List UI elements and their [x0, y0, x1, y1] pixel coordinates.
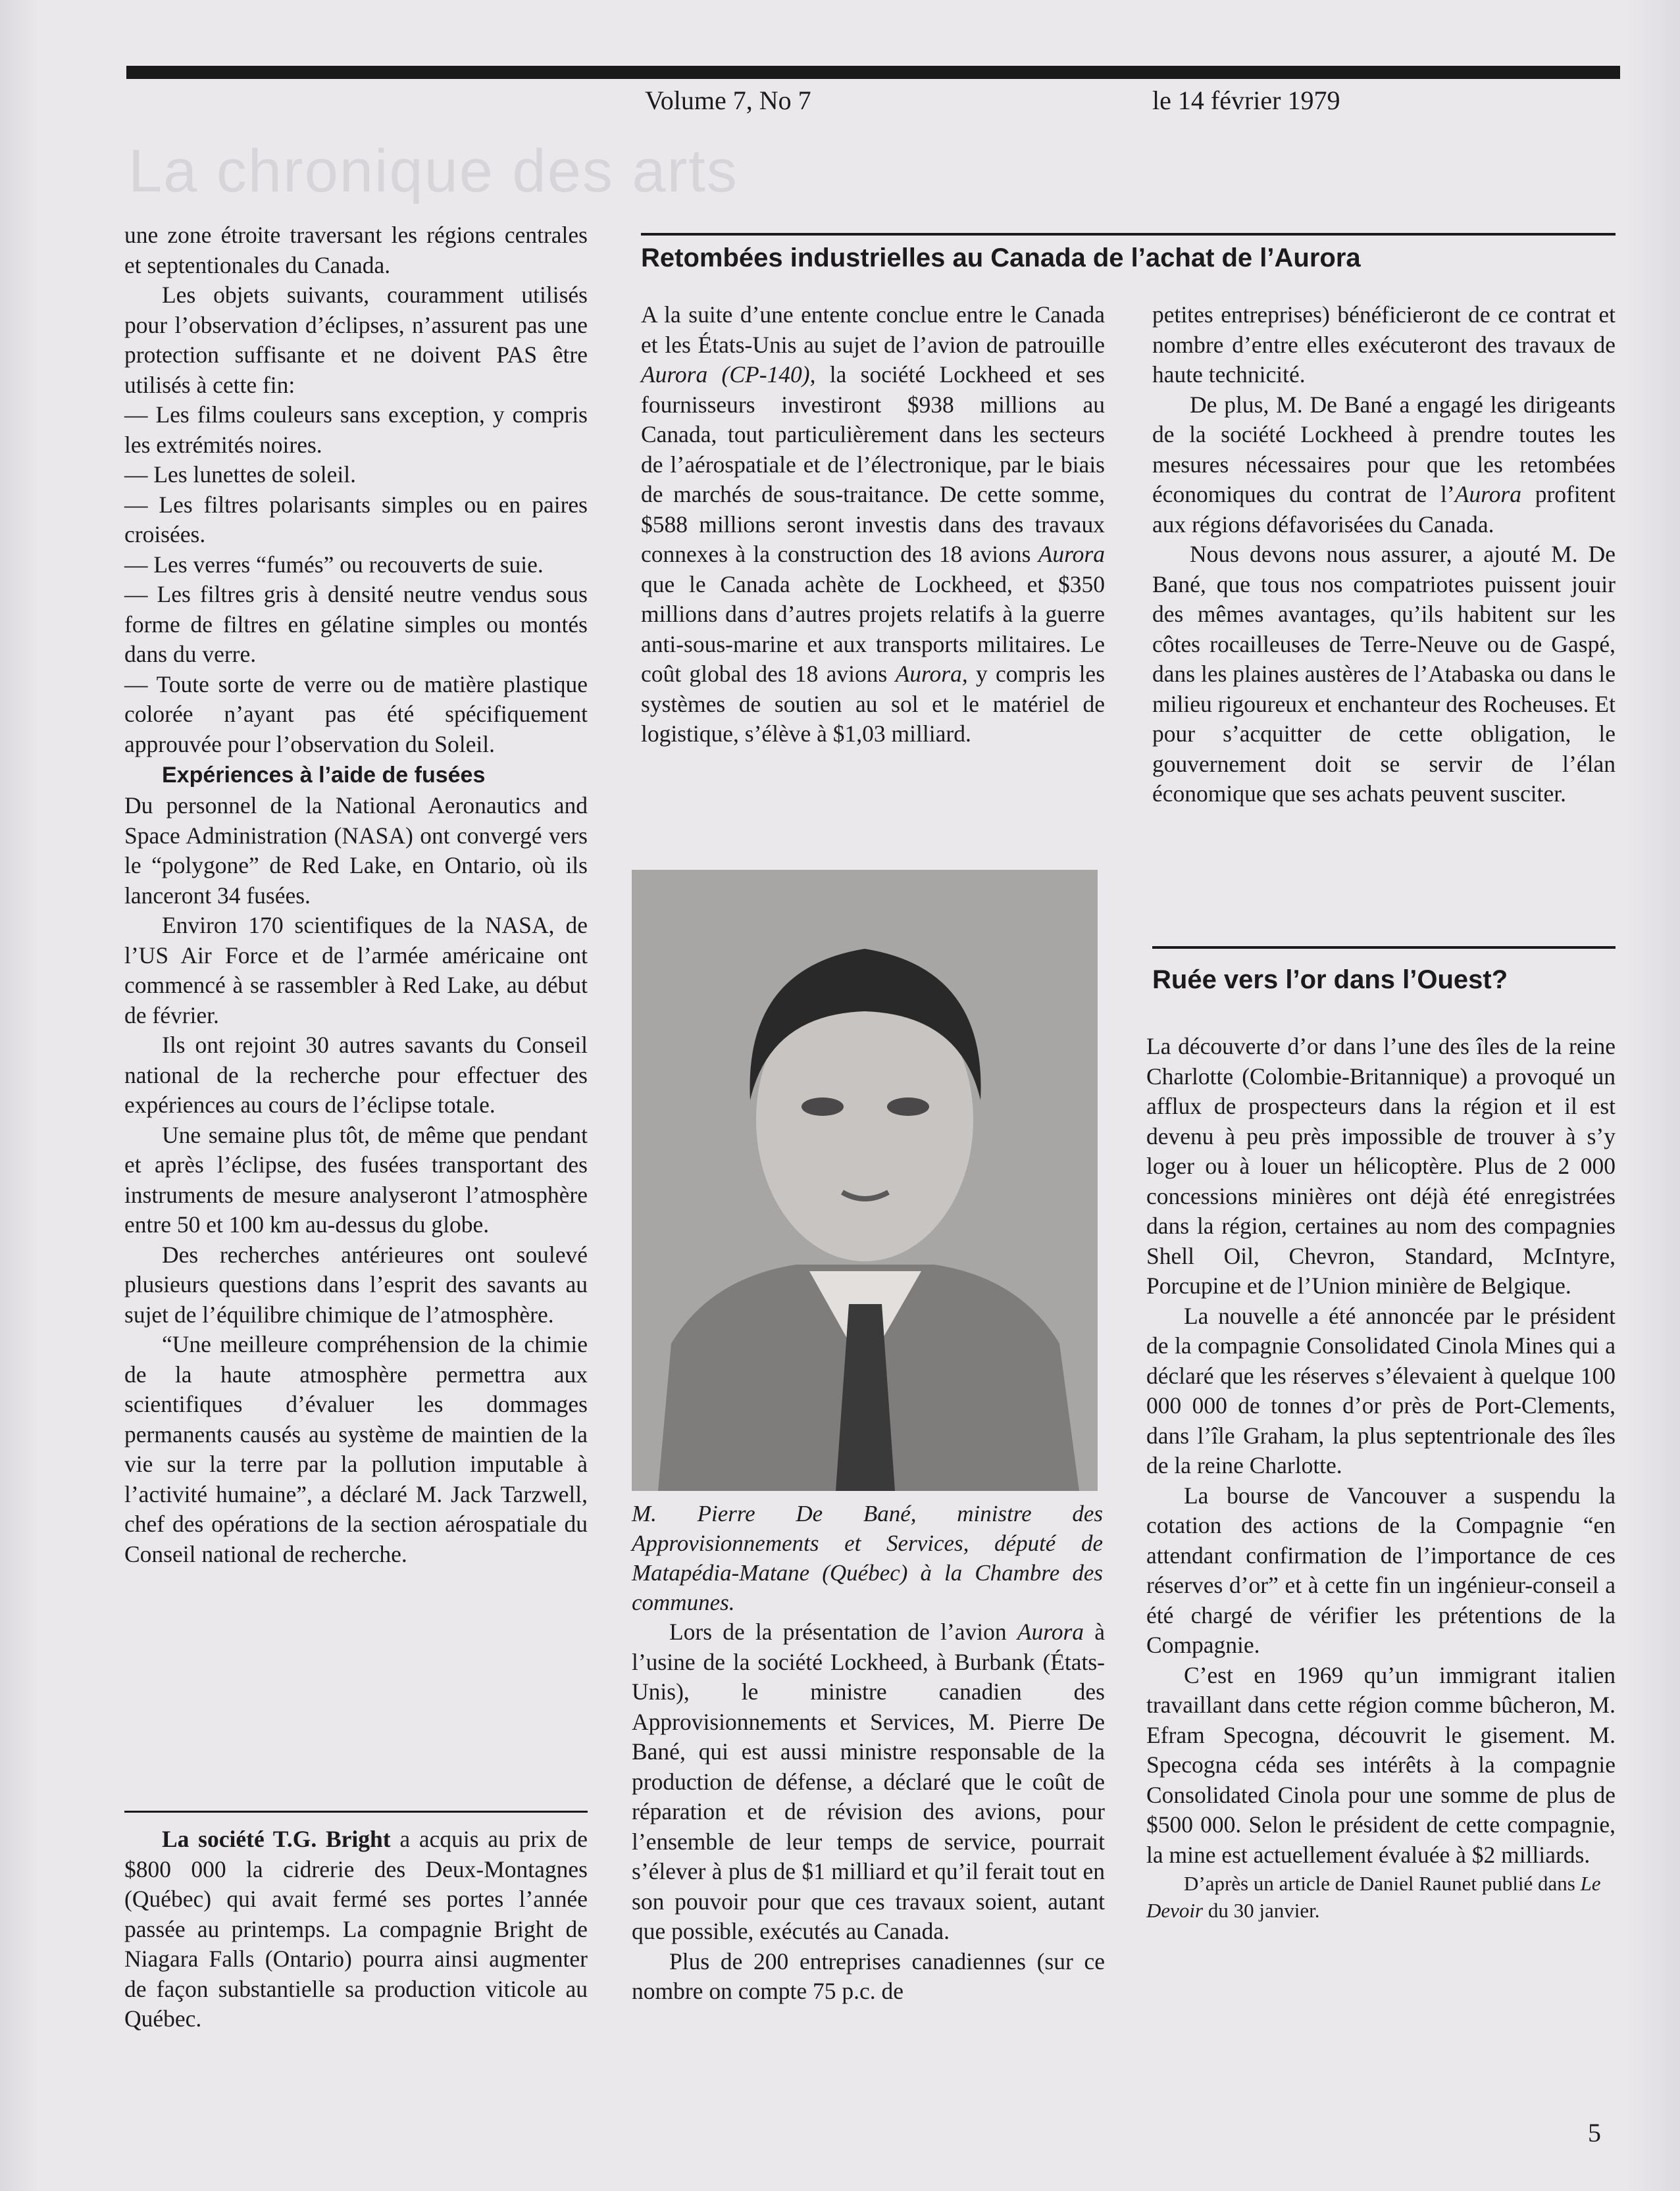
paragraph: Des recherches antérieures ont soulevé plusieurs questions dans l’esprit des savants au sujet de l’équilibre chimique de l’atmosphère. — [124, 1241, 588, 1328]
gold-rule — [1152, 946, 1616, 949]
paragraph: petites entreprises) bénéficieront de ce contrat et nombre d’entre elles exécuteront des travaux de haute technicité. — [1152, 301, 1616, 388]
paragraph: La bourse de Vancouver a suspendu la cotation des actions de la Compagnie “en attendant confirmation de l’importance de ces réserves d’or” et à cette fin un ingénieur-conseil a été chargé de vérifier les prétentions de la Compagnie. — [1146, 1482, 1616, 1658]
show-through-title: La chronique des arts — [128, 138, 738, 205]
issue-date: le 14 février 1979 — [1152, 86, 1340, 115]
bright-lead: La société T.G. Bright — [162, 1826, 391, 1852]
list-item: — Les films couleurs sans exception, y compris les extrémités noires. — [124, 401, 588, 458]
list-item: — Les verres “fumés” ou recouverts de suie. — [124, 551, 544, 578]
gold-headline: Ruée vers l’or dans l’Ouest? — [1152, 965, 1508, 994]
list-item: — Les filtres gris à densité neutre vendus sous forme de filtres en gélatine simples ou montés dans du verre. — [124, 581, 588, 667]
column-3 — [1152, 300, 1616, 809]
paragraph: Ils ont rejoint 30 autres savants du Conseil national de la recherche pour effectuer des expériences au cours de l’éclipse totale. — [124, 1032, 588, 1118]
paragraph: Nous devons nous assurer, a ajouté M. De Bané, que tous nos compatriotes puissent jouir des mêmes avantages, qu’ils habitent sur les côtes rocailleuses de Terre-Neuve ou de Gaspé, dans les plaines austères de l’Atabaska ou dans le milieu rigoureux et enchanteur des Rocheuses. Et pour s’acquitter de cette obligation, le gouvernement doit se servir de l’élan économique que ses achats peuvent susciter. — [1152, 541, 1616, 807]
paragraph: Une semaine plus tôt, de même que pendant et après l’éclipse, des fusées transportant des instruments de mesure analyseront l’atmosphère entre 50 et 100 km au-dessus du globe. — [124, 1121, 588, 1238]
column-2 — [641, 300, 1105, 749]
bright-text: a acquis au prix de $800 000 la cidrerie des Deux-Montagnes (Québec) qui avait fermé ses portes l’année passée au printemps. La compagnie Bright de Niagara Falls (Ontario) pourra ainsi augmenter de façon substantielle sa production viticole au Québec. — [124, 1826, 588, 2032]
paragraph: De plus, M. De Bané a engagé les dirigeants de la société Lockheed à prendre toutes les mesures nécessaires pour que les retombées économiques du contrat de l’Aurora profitent aux régions défavorisées du Canada. — [1152, 391, 1616, 538]
top-rule — [126, 66, 1620, 79]
column-3-lower — [1146, 1032, 1616, 1924]
paragraph: A la suite d’une entente conclue entre le Canada et les États-Unis au sujet de l’avion de patrouille Aurora (CP-140), la société Lockheed et ses fournisseurs investiront $938 millions au Canada, tout particulièrement dans les secteurs de l’aérospatiale et de l’électronique, par le biais de marchés de sous-traitance. De cette somme, $588 millions seront investis dans des travaux connexes à la construction des 18 avions Aurora que le Canada achète de Lockheed, et $350 millions dans d’autres projets relatifs à la guerre anti-sous-marine et aux transports militaires. Le coût global des 18 avions Aurora, y compris les systèmes de soutien au sol et le matériel de logistique, s’élève à $1,03 milliard. — [641, 301, 1106, 747]
brief-rule — [124, 1811, 588, 1813]
paragraph: une zone étroite traversant les régions centrales et septentionales du Canada. — [124, 222, 588, 278]
portrait-photo — [632, 870, 1098, 1491]
section-subhead: Expériences à l’aide de fusées — [162, 763, 486, 788]
paragraph: La nouvelle a été annoncée par le président de la compagnie Consolidated Cinola Mines qui a déclaré que les réserves s’élevaient à quelque 100 000 000 de tonnes d’or près de Port-Clements, dans l’île Graham, la plus septentrionale des îles de la reine Charlotte. — [1146, 1302, 1616, 1478]
portrait-photo-figure — [632, 870, 1098, 1491]
bright-brief — [124, 1825, 588, 2034]
article-credit: D’après un article de Daniel Raunet publié dans Le Devoir du 30 janvier. — [1146, 1872, 1601, 1922]
aurora-rule — [641, 233, 1616, 236]
paragraph: “Une meilleure compréhension de la chimie de la haute atmosphère permettra aux scientifiques d’évaluer les dommages permanents causés au système de maintien de la vie sur la terre par la pollution imputable à l’activité humaine”, a déclaré M. Jack Tarzwell, chef des opérations de la section aérospatiale du Conseil national de recherche. — [124, 1331, 588, 1567]
aurora-headline: Retombées industrielles au Canada de l’achat de l’Aurora — [641, 243, 1361, 272]
paragraph: Plus de 200 entreprises canadiennes (sur ce nombre on compte 75 p.c. de — [632, 1948, 1105, 2004]
photo-caption: M. Pierre De Bané, ministre des Approvisionnements et Services, député de Matapédia-Matane (Québec) à la Chambre des communes. — [632, 1501, 1103, 1615]
column-1 — [124, 220, 588, 1569]
list-item: — Toute sorte de verre ou de matière plastique colorée n’ayant pas été spécifiquement approuvée pour l’observation du Soleil. — [124, 670, 588, 757]
paragraph: Du personnel de la National Aeronautics and Space Administration (NASA) ont convergé vers le “polygone” de Red Lake, en Ontario, où ils lanceront 34 fusées. — [124, 792, 588, 909]
page-number: 5 — [1588, 2118, 1601, 2148]
column-2-lower — [632, 1617, 1105, 2007]
paragraph: Les objets suivants, couramment utilisés pour l’observation d’éclipses, n’assurent pas une protection suffisante et ne doivent PAS être utilisés à cette fin: — [124, 282, 588, 398]
paragraph: Lors de la présentation de l’avion Aurora à l’usine de la société Lockheed, à Burbank (États-Unis), le ministre canadien des Approvisionnements et Services, M. Pierre De Bané, qui est aussi ministre responsable de la production de défense, a déclaré que le coût de réparation et de révision des avions, pour l’ensemble de leur temps de service, pourrait s’élever à plus de $1 milliard et qu’il ferait tout en son pouvoir pour que ces travaux soient, autant que possible, exécutés au Canada. — [632, 1619, 1105, 1944]
paragraph: C’est en 1969 qu’un immigrant italien travaillant dans cette région comme bûcheron, M. Efram Specogna, découvrit le gisement. M. Specogna céda ses intérêts à la compagnie Consolidated Cinola pour une somme de plus de $500 000. Selon le président de cette compagnie, la mine est actuellement évaluée à $2 milliards. — [1146, 1661, 1616, 1868]
paragraph: La découverte d’or dans l’une des îles de la reine Charlotte (Colombie-Britannique) a provoqué un afflux de prospecteurs dans la région et il est devenu à peu près impossible de trouver à s’y loger ou à louer un hélicoptère. Plus de 2 000 concessions minières ont déjà été enregistrées dans la région, certaines au nom des compagnies Shell Oil, Chevron, Standard, McIntyre, Porcupine et de l’Union minière de Belgique. — [1146, 1033, 1616, 1299]
issue-volume: Volume 7, No 7 — [645, 86, 811, 115]
list-item: — Les filtres polarisants simples ou en paires croisées. — [124, 491, 588, 547]
paragraph: Environ 170 scientifiques de la NASA, de l’US Air Force et de l’armée américaine ont commencé à se rassembler à Red Lake, au début de février. — [124, 912, 588, 1028]
list-item: — Les lunettes de soleil. — [124, 461, 356, 488]
